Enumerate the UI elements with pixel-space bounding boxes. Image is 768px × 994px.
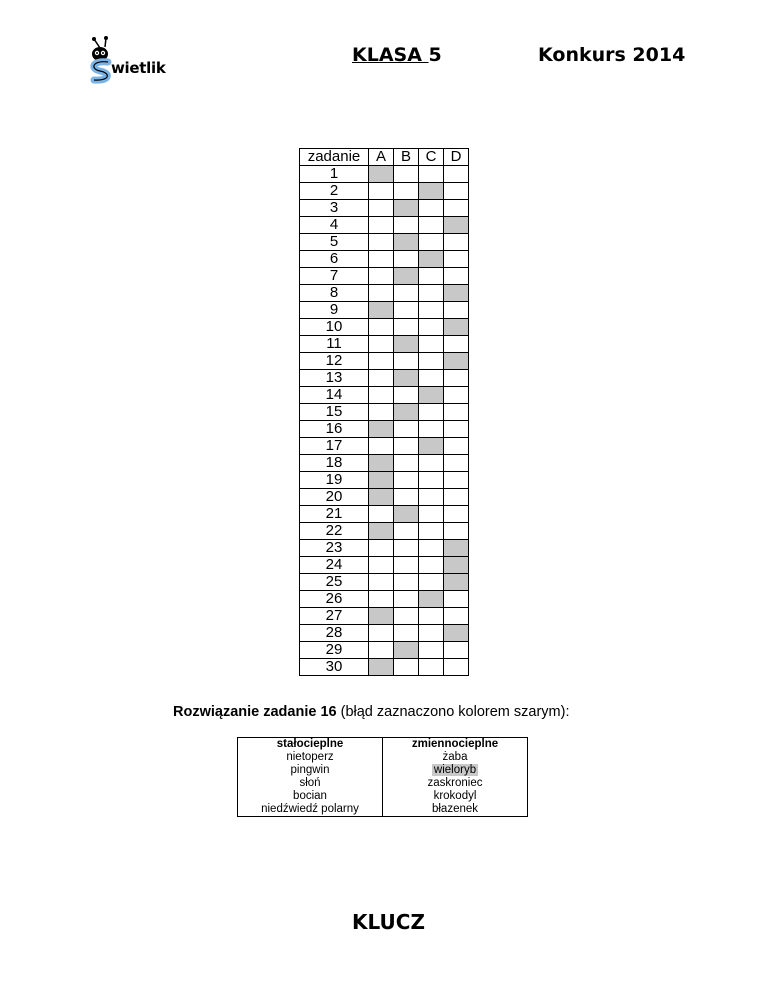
task-number: 6 bbox=[300, 251, 369, 268]
answer-row bbox=[300, 251, 469, 268]
answer-cell bbox=[419, 540, 444, 557]
solution-title bbox=[173, 704, 570, 720]
answer-row bbox=[300, 336, 469, 353]
answer-row bbox=[300, 404, 469, 421]
answer-cell bbox=[394, 438, 419, 455]
answer-mark bbox=[369, 523, 394, 540]
answer-cell bbox=[369, 183, 394, 200]
task-number: 17 bbox=[300, 438, 369, 455]
cold-cell: krokodyl bbox=[383, 790, 528, 803]
answer-row bbox=[300, 166, 469, 183]
answer-cell bbox=[444, 472, 469, 489]
answer-cell bbox=[394, 251, 419, 268]
answer-cell bbox=[369, 557, 394, 574]
answer-mark bbox=[369, 608, 394, 625]
answer-cell bbox=[419, 370, 444, 387]
answer-cell bbox=[369, 353, 394, 370]
task-number: 16 bbox=[300, 421, 369, 438]
answer-cell bbox=[419, 472, 444, 489]
answer-cell bbox=[394, 659, 419, 676]
answer-cell bbox=[369, 234, 394, 251]
answer-cell bbox=[394, 540, 419, 557]
answer-cell bbox=[419, 234, 444, 251]
task-column-header: zadanie bbox=[300, 149, 369, 166]
answer-cell bbox=[444, 642, 469, 659]
answer-cell bbox=[394, 472, 419, 489]
answer-mark bbox=[369, 455, 394, 472]
answer-mark bbox=[394, 200, 419, 217]
task-number: 20 bbox=[300, 489, 369, 506]
answer-mark bbox=[444, 217, 469, 234]
answer-cell bbox=[394, 625, 419, 642]
answer-mark bbox=[394, 370, 419, 387]
solution-header-row bbox=[238, 738, 528, 752]
answer-row bbox=[300, 217, 469, 234]
task-number: 15 bbox=[300, 404, 369, 421]
answer-cell bbox=[419, 659, 444, 676]
answer-row bbox=[300, 302, 469, 319]
answer-cell bbox=[419, 404, 444, 421]
answer-mark bbox=[419, 251, 444, 268]
answer-cell bbox=[444, 608, 469, 625]
task-number: 28 bbox=[300, 625, 369, 642]
class-number: 5 bbox=[428, 44, 442, 66]
task-number: 24 bbox=[300, 557, 369, 574]
option-b-header: B bbox=[394, 149, 419, 166]
answer-cell bbox=[419, 302, 444, 319]
answer-cell bbox=[444, 523, 469, 540]
answer-cell bbox=[444, 438, 469, 455]
task-number: 5 bbox=[300, 234, 369, 251]
solution-row bbox=[238, 790, 528, 803]
answer-mark bbox=[394, 404, 419, 421]
answer-cell bbox=[444, 404, 469, 421]
task-number: 29 bbox=[300, 642, 369, 659]
answer-cell bbox=[369, 336, 394, 353]
task-number: 3 bbox=[300, 200, 369, 217]
answer-cell bbox=[419, 455, 444, 472]
answer-cell bbox=[444, 387, 469, 404]
task-number: 26 bbox=[300, 591, 369, 608]
answer-mark bbox=[369, 302, 394, 319]
cold-blooded-header: zmiennocieplne bbox=[383, 738, 528, 752]
answer-cell bbox=[394, 183, 419, 200]
cold-cell-error bbox=[383, 764, 528, 777]
answer-cell bbox=[369, 251, 394, 268]
task-number: 7 bbox=[300, 268, 369, 285]
answer-row bbox=[300, 353, 469, 370]
answer-cell bbox=[394, 302, 419, 319]
answer-row bbox=[300, 540, 469, 557]
answer-row bbox=[300, 659, 469, 676]
answer-cell bbox=[419, 285, 444, 302]
answer-row bbox=[300, 421, 469, 438]
answer-cell bbox=[419, 523, 444, 540]
cold-cell: żaba bbox=[383, 751, 528, 764]
answer-mark bbox=[394, 336, 419, 353]
answer-cell bbox=[369, 642, 394, 659]
task-number: 4 bbox=[300, 217, 369, 234]
answer-cell bbox=[394, 489, 419, 506]
answer-cell bbox=[419, 489, 444, 506]
task-number: 9 bbox=[300, 302, 369, 319]
answer-cell bbox=[419, 268, 444, 285]
answer-cell bbox=[369, 200, 394, 217]
answer-cell bbox=[369, 285, 394, 302]
answer-cell bbox=[444, 302, 469, 319]
answer-mark bbox=[369, 489, 394, 506]
task-number: 12 bbox=[300, 353, 369, 370]
task-number: 21 bbox=[300, 506, 369, 523]
warm-cell: niedźwiedź polarny bbox=[238, 803, 383, 817]
solution-row bbox=[238, 751, 528, 764]
answer-row bbox=[300, 285, 469, 302]
solution-title-note: (błąd zaznaczono kolorem szarym): bbox=[336, 704, 570, 720]
answer-cell bbox=[394, 353, 419, 370]
answer-cell bbox=[444, 591, 469, 608]
answer-mark bbox=[369, 166, 394, 183]
answer-cell bbox=[444, 489, 469, 506]
task-number: 22 bbox=[300, 523, 369, 540]
answer-row bbox=[300, 200, 469, 217]
answer-mark bbox=[419, 591, 444, 608]
key-label: KLUCZ bbox=[352, 910, 425, 934]
answer-cell bbox=[394, 166, 419, 183]
answer-row bbox=[300, 370, 469, 387]
answer-cell bbox=[419, 319, 444, 336]
answer-mark bbox=[419, 387, 444, 404]
answer-mark bbox=[419, 438, 444, 455]
warm-cell: bocian bbox=[238, 790, 383, 803]
answer-cell bbox=[369, 404, 394, 421]
answer-row bbox=[300, 472, 469, 489]
answer-cell bbox=[444, 421, 469, 438]
class-heading bbox=[352, 44, 442, 66]
contest-heading: Konkurs 2014 bbox=[538, 44, 686, 66]
answer-mark bbox=[444, 540, 469, 557]
answer-cell bbox=[444, 336, 469, 353]
answer-mark bbox=[394, 506, 419, 523]
answer-cell bbox=[394, 285, 419, 302]
task-number: 25 bbox=[300, 574, 369, 591]
cold-cell: błazenek bbox=[383, 803, 528, 817]
task-number: 23 bbox=[300, 540, 369, 557]
answer-cell bbox=[444, 234, 469, 251]
answer-cell bbox=[444, 455, 469, 472]
answer-cell bbox=[394, 591, 419, 608]
answer-cell bbox=[419, 336, 444, 353]
solution-row bbox=[238, 803, 528, 817]
answer-cell bbox=[369, 625, 394, 642]
answer-cell bbox=[419, 166, 444, 183]
answer-cell bbox=[444, 251, 469, 268]
warm-blooded-header: stałocieplne bbox=[238, 738, 383, 752]
answer-cell bbox=[369, 540, 394, 557]
warm-cell: pingwin bbox=[238, 764, 383, 777]
class-word: KLASA bbox=[352, 44, 429, 66]
answer-key-table bbox=[299, 148, 469, 676]
answer-mark bbox=[394, 234, 419, 251]
task-number: 14 bbox=[300, 387, 369, 404]
answer-cell bbox=[419, 353, 444, 370]
answer-cell bbox=[394, 523, 419, 540]
answer-mark bbox=[394, 642, 419, 659]
answer-mark bbox=[444, 574, 469, 591]
answer-cell bbox=[369, 268, 394, 285]
answer-row bbox=[300, 319, 469, 336]
answer-cell bbox=[394, 608, 419, 625]
answer-cell bbox=[394, 421, 419, 438]
answer-row bbox=[300, 438, 469, 455]
answer-mark bbox=[369, 472, 394, 489]
answer-row bbox=[300, 608, 469, 625]
answer-mark bbox=[444, 353, 469, 370]
option-c-header: C bbox=[419, 149, 444, 166]
answer-cell bbox=[444, 659, 469, 676]
answer-row bbox=[300, 455, 469, 472]
option-a-header: A bbox=[369, 149, 394, 166]
warm-cell: słoń bbox=[238, 777, 383, 790]
answer-cell bbox=[394, 557, 419, 574]
answer-row bbox=[300, 523, 469, 540]
answer-cell bbox=[444, 268, 469, 285]
answer-cell bbox=[369, 438, 394, 455]
answer-row bbox=[300, 642, 469, 659]
option-d-header: D bbox=[444, 149, 469, 166]
answer-cell bbox=[419, 506, 444, 523]
logo-text: wietlik bbox=[111, 59, 166, 77]
answer-cell bbox=[419, 217, 444, 234]
answer-row bbox=[300, 591, 469, 608]
answer-cell bbox=[444, 200, 469, 217]
answer-cell bbox=[444, 166, 469, 183]
answer-cell bbox=[369, 506, 394, 523]
answer-cell bbox=[444, 370, 469, 387]
solution-title-bold: Rozwiązanie zadanie 16 bbox=[173, 704, 337, 720]
task-number: 10 bbox=[300, 319, 369, 336]
answer-cell bbox=[419, 200, 444, 217]
task-number: 27 bbox=[300, 608, 369, 625]
answer-mark bbox=[444, 557, 469, 574]
answer-cell bbox=[369, 591, 394, 608]
answer-mark bbox=[444, 285, 469, 302]
answer-mark bbox=[419, 183, 444, 200]
answer-table-header-row bbox=[300, 149, 469, 166]
answer-cell bbox=[444, 183, 469, 200]
warm-cell: nietoperz bbox=[238, 751, 383, 764]
answer-cell bbox=[369, 387, 394, 404]
answer-row bbox=[300, 625, 469, 642]
answer-row bbox=[300, 574, 469, 591]
answer-cell bbox=[394, 387, 419, 404]
answer-cell bbox=[394, 574, 419, 591]
answer-cell bbox=[369, 319, 394, 336]
answer-cell bbox=[369, 217, 394, 234]
task-number: 18 bbox=[300, 455, 369, 472]
answer-cell bbox=[369, 574, 394, 591]
answer-mark bbox=[444, 625, 469, 642]
answer-cell bbox=[394, 319, 419, 336]
answer-cell bbox=[444, 506, 469, 523]
answer-mark bbox=[394, 268, 419, 285]
answer-cell bbox=[394, 455, 419, 472]
answer-cell bbox=[419, 625, 444, 642]
answer-cell bbox=[369, 370, 394, 387]
answer-row bbox=[300, 183, 469, 200]
task-number: 11 bbox=[300, 336, 369, 353]
task-number: 30 bbox=[300, 659, 369, 676]
task-number: 13 bbox=[300, 370, 369, 387]
task-number: 8 bbox=[300, 285, 369, 302]
answer-row bbox=[300, 268, 469, 285]
answer-mark bbox=[369, 421, 394, 438]
answer-mark bbox=[444, 319, 469, 336]
answer-cell bbox=[419, 642, 444, 659]
solution-table bbox=[237, 737, 528, 817]
answer-cell bbox=[419, 608, 444, 625]
answer-cell bbox=[419, 574, 444, 591]
task-number: 2 bbox=[300, 183, 369, 200]
task-number: 1 bbox=[300, 166, 369, 183]
error-highlight: wieloryb bbox=[433, 764, 477, 776]
answer-cell bbox=[394, 217, 419, 234]
answer-row bbox=[300, 387, 469, 404]
answer-row bbox=[300, 489, 469, 506]
cold-cell: zaskroniec bbox=[383, 777, 528, 790]
answer-mark bbox=[369, 659, 394, 676]
answer-row bbox=[300, 506, 469, 523]
solution-row bbox=[238, 777, 528, 790]
answer-row bbox=[300, 557, 469, 574]
answer-cell bbox=[419, 421, 444, 438]
task-number: 19 bbox=[300, 472, 369, 489]
solution-row bbox=[238, 764, 528, 777]
answer-row bbox=[300, 234, 469, 251]
answer-cell bbox=[419, 557, 444, 574]
